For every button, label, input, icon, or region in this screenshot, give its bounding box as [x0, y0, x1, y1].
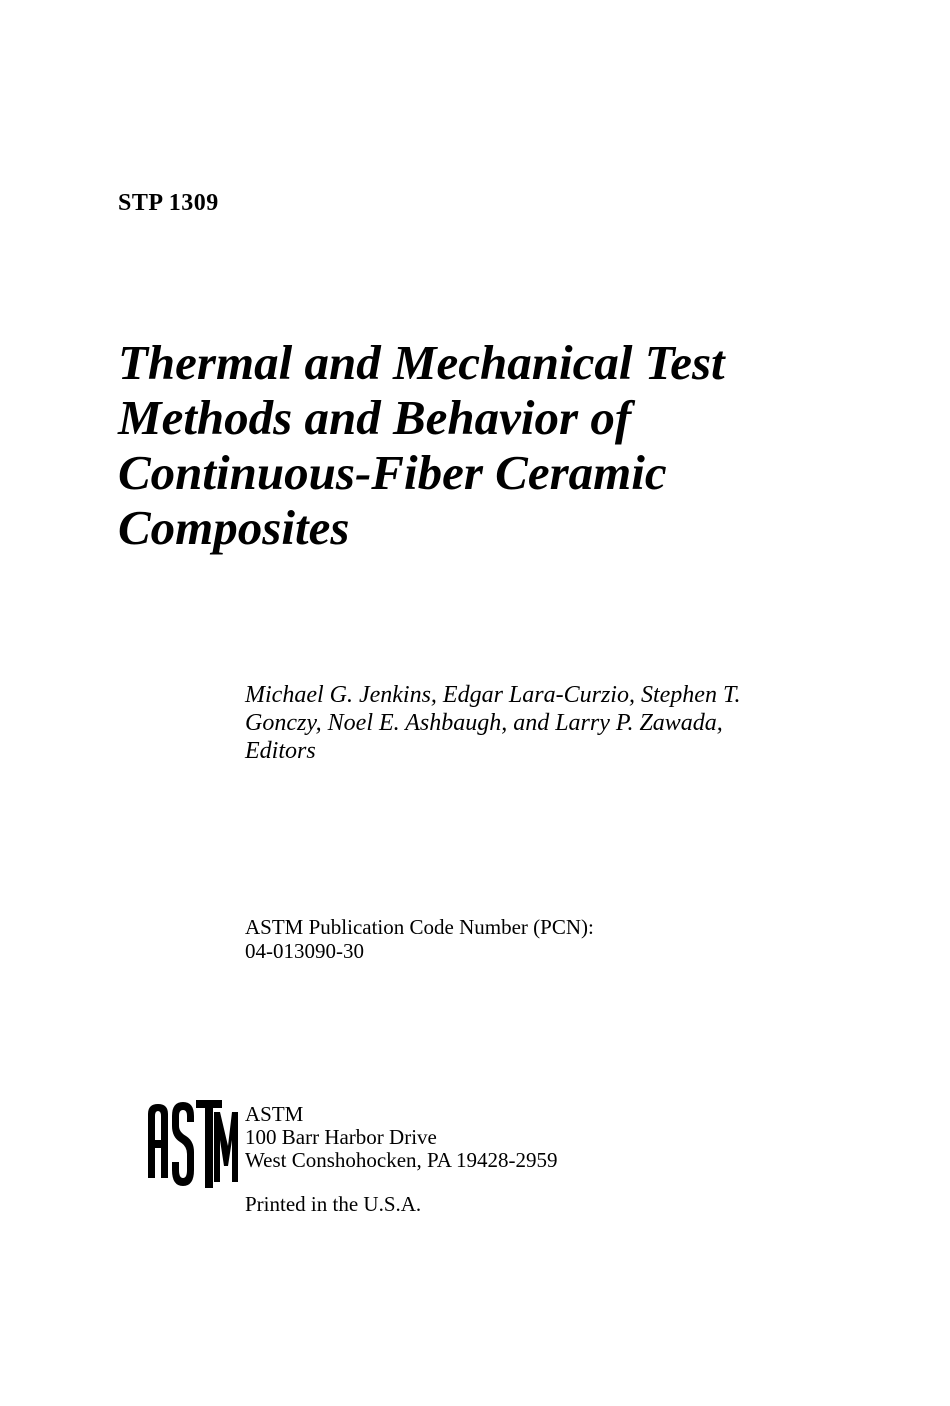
publisher-address [245, 1103, 558, 1172]
editors-line: Gonczy, Noel E. Ashbaugh, and Larry P. Zawada, [245, 710, 723, 736]
title-line: Composites [118, 500, 350, 555]
editors-line: Michael G. Jenkins, Edgar Lara-Curzio, Stephen T. [245, 682, 741, 708]
title-line: Thermal and Mechanical Test [118, 335, 725, 390]
book-title [118, 335, 878, 555]
astm-logo-icon [142, 1096, 240, 1192]
publisher-name: ASTM [245, 1102, 304, 1126]
title-line: Methods and Behavior of [118, 390, 632, 445]
publisher-street: 100 Barr Harbor Drive [245, 1125, 437, 1149]
printed-note: Printed in the U.S.A. [245, 1192, 422, 1216]
pcn-number: 04-013090-30 [245, 939, 364, 963]
editors-line: Editors [245, 738, 316, 764]
title-line: Continuous-Fiber Ceramic [118, 445, 667, 500]
series-number: STP 1309 [118, 190, 219, 216]
publication-code [245, 915, 594, 963]
editors [245, 681, 885, 765]
publisher-city: West Conshohocken, PA 19428-2959 [245, 1148, 558, 1172]
pcn-label: ASTM Publication Code Number (PCN): [245, 915, 594, 939]
